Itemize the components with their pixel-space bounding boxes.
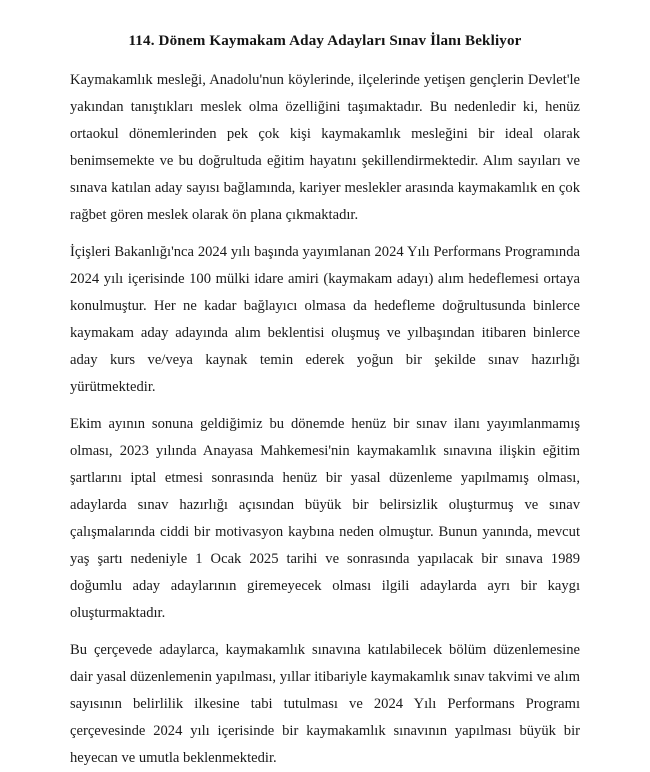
page-title: 114. Dönem Kaymakam Aday Adayları Sınav İlanı Bekliyor bbox=[128, 33, 522, 49]
paragraph-3: Ekim ayının sonuna geldiğimiz bu dönemde henüz bir sınav ilanı yayımlanmamış olması, 2023 yılında Anayasa Mahkemesi'nin kaymakamlık sınavına ilişkin eğitim şartlarını iptal etmesi sonrasında henüz bir yasal düzenleme yapılmamış olması, adaylarda sınav hazırlığı açısından büyük bir belirsizlik oluşturmuş ve sınav çalışmalarında ciddi bir motivasyon kaybına neden olmuştur. Bunun yanında, mevcut yaş şartı nedeniyle 1 Ocak 2025 tarihi ve sonrasında yapılacak bir sınava 1989 doğumlu aday adaylarının giremeyecek olması ilgili adaylarda ayrı bir kaygı oluşturmaktadır. bbox=[70, 415, 580, 621]
article-body bbox=[70, 51, 580, 772]
paragraph-4: Bu çerçevede adaylarca, kaymakamlık sınavına katılabilecek bölüm düzenlemesine dair yasal düzenlemenin yapılması, yıllar itibariyle kaymakamlık sınav takvimi ve alım sayısının belirlilik ilkesine tabi tutulması ve 2024 Yılı Performans Programı çerçevesinde 2024 yılı içerisinde bir kaymakamlık sınavının yapılması büyük bir heyecan ve umutla beklenmektedir. bbox=[70, 641, 580, 766]
paragraph-1: Kaymakamlık mesleği, Anadolu'nun köylerinde, ilçelerinde yetişen gençlerin Devlet'le yakından tanıştıkları meslek olma özelliğini taşımaktadır. Bu nedenledir ki, henüz ortaokul dönemlerinden pek çok kişi kaymakamlık mesleğini bir ideal olarak benimsemekte ve bu doğrultuda eğitim hayatını şekillendirmektedir. Alım sayıları ve sınava katılan aday sayısı bağlamında, kariyer meslekler arasında kaymakamlık en çok rağbet gören meslek olarak ön plana çıkmaktadır. bbox=[70, 71, 580, 223]
paragraph-2: İçişleri Bakanlığı'nca 2024 yılı başında yayımlanan 2024 Yılı Performans Programında 2024 yılı içerisinde 100 mülki idare amiri (kaymakam adayı) alım hedeflemesi ortaya konulmuştur. Her ne kadar bağlayıcı olmasa da hedefleme doğrultusunda binlerce kaymakam aday adayında alım beklentisi oluşmuş ve yılbaşından itibaren binlerce aday kurs ve/veya kaynak temin ederek yoğun bir şekilde sınav hazırlığı yürütmektedir. bbox=[70, 243, 580, 395]
